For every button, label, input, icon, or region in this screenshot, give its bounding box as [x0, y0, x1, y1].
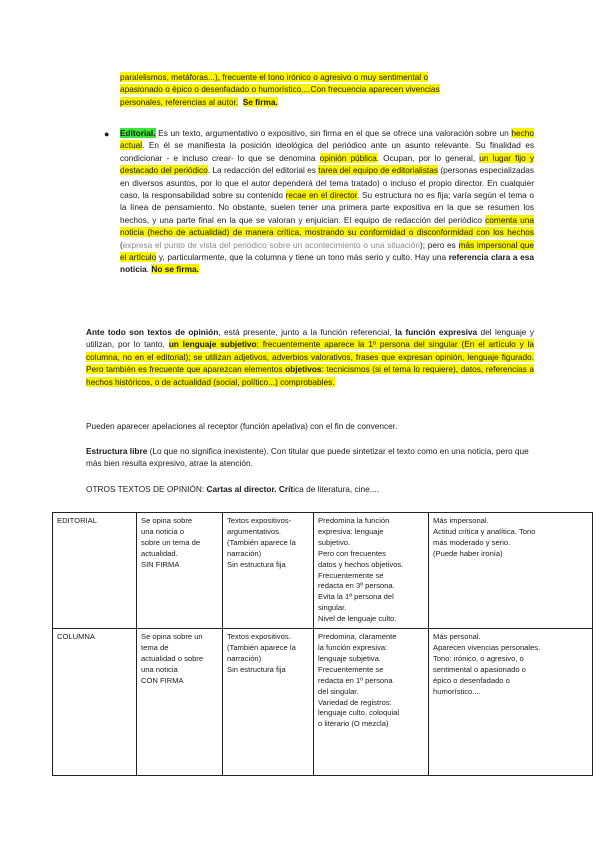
opinion-text-2: del lenguaje y utilizan, por lo tanto, [86, 327, 534, 350]
table-cell [223, 513, 314, 629]
cell-line: Se opina sobre un [141, 632, 203, 642]
estructura-paragraph [86, 445, 534, 470]
cell-line: Predomina la función [318, 516, 390, 525]
opinion-hl-1: un lenguaje subjetivo [168, 339, 257, 350]
editorial-gray-1: expresa el punto de vista del periódico sobre un acontecimiento o una situación [122, 239, 420, 250]
table-cell [137, 513, 223, 629]
cell-line: SIN FIRMA [141, 559, 180, 569]
opinion-hl-3: objetivos [285, 364, 322, 375]
cell-line: datos y hechos objetivos. [318, 559, 404, 569]
cell-line: (También aparece la [227, 537, 296, 547]
opinion-bold-1: Ante todo son textos de opinión [86, 327, 219, 337]
cell-line: la función expresiva: [318, 642, 388, 652]
cell-line: Tono: irónico, o agresivo, o [433, 653, 524, 663]
table-row [53, 513, 593, 629]
editorial-hl-3: un lugar fijo y destacado del periódico [120, 152, 534, 176]
cell-line: narración) [227, 548, 262, 558]
cell-line: redacta en 1º persona [318, 675, 393, 685]
editorial-text-2: . En él se manifiesta la posición ideológica del periódico ante un asunto relevante. Su finalidad es condicionar - e incluso crear- lo que se denomina [120, 140, 534, 163]
cell-line: subjetivo. [318, 537, 351, 547]
row-label: EDITORIAL [53, 513, 137, 629]
table-cell [314, 513, 429, 629]
cell-line: argumentativos. [227, 526, 282, 536]
cell-line: redacta en 3º persona. [318, 581, 395, 591]
editorial-hl-2: opinión pública [319, 152, 377, 163]
otros-text-1: OTROS TEXTOS DE OPINIÓN: [86, 484, 207, 494]
estructura-bold: Estructura libre [86, 446, 148, 456]
cell-line: Pero con frecuentes [318, 548, 386, 558]
cell-line: Textos expositivos- [227, 516, 292, 525]
editorial-text-5: (personas especializadas en diversos asuntos, por lo que el autor dependerá del tema tratado) o incluso el propio director. En cualquier caso, la responsabilidad sobre su contenido [120, 165, 535, 201]
opinion-paragraph [86, 326, 534, 388]
cell-line: (También aparece la [227, 642, 296, 652]
cell-line: Predomina, claramente [318, 632, 397, 642]
otros-bold: Cartas al director. Crít [206, 484, 294, 494]
cell-line: actualidad o sobre [141, 653, 204, 663]
cell-line: una noticia [141, 664, 178, 674]
cell-line: Más impersonal. [433, 516, 489, 525]
top-paragraph [120, 71, 534, 108]
cell-line: lenguaje culto, coloquial [318, 708, 400, 718]
cell-line: sentimental o apasionado o [433, 664, 526, 674]
editorial-hl-7: más impersonal que el artículo [120, 239, 535, 263]
otros-paragraph [86, 483, 534, 495]
cell-line: más moderado y serio. [433, 537, 511, 547]
cell-line: una noticia o [141, 526, 185, 536]
table-cell [223, 629, 314, 776]
opinion-text-1: , está presente, junto a la función referencial, [218, 327, 396, 337]
table-cell [429, 629, 593, 776]
cell-line: Más personal. [433, 632, 481, 642]
editorial-bold-1: referencia clara a esa noticia [120, 252, 534, 275]
cell-line: narración) [227, 653, 262, 663]
cell-line: del singular. [318, 686, 359, 696]
top-line-1: paralelismos, metáforas...), frecuente el tono irónico o agresivo o muy sentimental o [120, 72, 429, 82]
cell-line: actualidad. [141, 548, 178, 558]
table-row [53, 629, 593, 776]
cell-line: Frecuentemente se [318, 570, 384, 580]
apelativa-paragraph [86, 420, 534, 432]
table-cell [314, 629, 429, 776]
cell-line: tema de [141, 642, 169, 652]
cell-line: expresiva: lenguaje [318, 526, 384, 536]
table-cell [137, 629, 223, 776]
cell-line: humorístico.... [433, 686, 481, 696]
cell-line: Actitud crítica y analítica. Tono [433, 526, 536, 536]
editorial-text-7: ( [120, 239, 123, 250]
otros-text-2: ica de literatura, cine.... [293, 484, 379, 494]
apelativa-text: Pueden aparecer apelaciones al receptor (función apelativa) con el fin de convencer. [86, 421, 398, 431]
cell-line: Frecuentemente se [318, 664, 384, 674]
estructura-text: (Lo que no significa inexistente). Con titular que puede sintetizar el texto como en una noticia, pero que más bien resulta expresivo, atrae la atención. [86, 446, 529, 469]
se-firma: Se firma. [242, 96, 278, 107]
cell-line: Sin estructura fija [227, 559, 286, 569]
editorial-text-6: . Su estructura no es fija; varía según el tema o la línea de pensamiento. No obstante, suelen tener una primera parte expositiva en la que se resumen los hechos, y una parte final en la que se valoran y enjuician. El equipo de redacción del periódico [120, 190, 534, 225]
top-line-2: apasionado o épico o desenfadado o humorístico....Con frecuencia aparecen vivencias [120, 84, 440, 95]
editorial-paragraph [120, 127, 534, 276]
editorial-hl-1: hecho actual [120, 128, 534, 151]
cell-line: singular. [318, 603, 347, 613]
editorial-hl-6: comenta una noticia (hecho de actualidad) de manera crítica, mostrando su conformidad o disconformidad con los hechos [120, 214, 534, 238]
opinion-bold-2: la función expresiva [395, 327, 478, 337]
top-line-3: personales, referencias al autor. [120, 96, 239, 107]
editorial-text-9: y, particularmente, que la columna y tiene un tono más serio y culto. Hay una [156, 252, 449, 263]
cell-line: Textos expositivos. [227, 632, 291, 642]
cell-line: Aparecen vivencias personales. [433, 642, 541, 652]
cell-line: Evita la 1º persona del [318, 592, 394, 602]
editorial-hl-4: tarea del equipo de editorialistas [318, 165, 438, 176]
table-cell [429, 513, 593, 629]
cell-line: épico o desenfadado o [433, 675, 510, 685]
editorial-text-3: . Ocupan, por lo general, [376, 152, 480, 163]
editorial-title: Editorial. [120, 128, 156, 138]
editorial-hl-5: recae en el director [285, 190, 358, 201]
bullet-dot: ● [104, 129, 110, 139]
cell-line: o literario (O mezcla) [318, 719, 389, 729]
comparison-table [52, 512, 593, 776]
cell-line: CON FIRMA [141, 675, 184, 685]
editorial-text-10: . [146, 264, 152, 275]
cell-line: Se opina sobre [141, 516, 193, 525]
editorial-no-se-firma: No se firma. [151, 264, 199, 275]
row-label: COLUMNA [53, 629, 137, 776]
cell-line: Variedad de registros: [318, 697, 392, 707]
cell-line: lenguaje subjetiva. [318, 653, 381, 663]
cell-line: (Puede haber ironía) [433, 548, 503, 558]
opinion-hl-2: : frecuentemente aparece la 1º persona del singular (En el artículo y la columna, no en el editorial); se utilizan adjetivos, adverbios valorativos, frases que expresan opinión, lenguaje figurado. Pero también es frecuente que aparezcan elementos [86, 339, 535, 375]
cell-line: Sin estructura fija [227, 664, 286, 674]
editorial-text-1: Es un texto, argumentativo o expositivo, sin firma en el que se ofrece una valoración sobre un [155, 128, 512, 138]
cell-line: sobre un tema de [141, 537, 201, 547]
opinion-hl-4: : tecnicismos (si el tema lo requiere), datos, referencias a hechos históricos, o de actualidad (social, político...) comprobables. [86, 364, 534, 387]
editorial-text-8: ); pero es [419, 239, 459, 250]
editorial-text-4: . La redacción del editorial es [207, 165, 319, 176]
cell-line: Nivel de lenguaje culto. [318, 614, 397, 624]
